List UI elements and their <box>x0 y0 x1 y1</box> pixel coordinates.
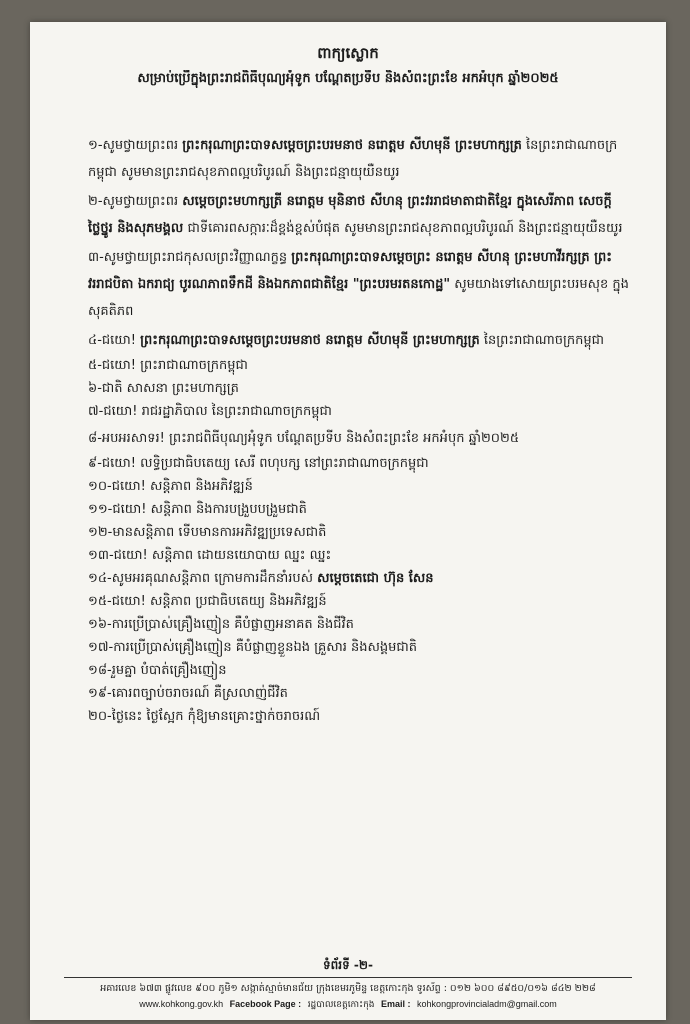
slogan-item <box>88 327 632 354</box>
slogan-item <box>88 684 632 703</box>
slogan-text: ១៥-ជយោ! សន្តិភាព ប្រជាធិបតេយ្យ និងអភិវឌ្ឍន៍ <box>88 594 327 609</box>
footer-facebook-label: Facebook Page : <box>229 999 302 1009</box>
slogan-item <box>88 546 632 565</box>
slogan-item <box>88 132 632 186</box>
slogan-text: នៃព្រះរាជាណាចក្រកម្ពុជា សូមមានព្រះរាជសុខភាពល្អបរិបូរណ៍ និងព្រះជន្មាយុយឺនយូរ <box>88 138 618 180</box>
slogan-text: ១៨-រួមគ្នា បំបាត់គ្រឿងញៀន <box>88 663 227 678</box>
slogan-emphasis: ព្រះករុណាព្រះបាទសម្តេចព្រះបរមនាថ នរោត្តម សីហមុនី ព្រះមហាក្សត្រ <box>140 333 480 348</box>
slogan-text: ១៦-ការប្រើប្រាស់គ្រឿងញៀន គឺបំផ្លាញអនាគត និងជីវិត <box>88 617 354 632</box>
slogan-item <box>88 638 632 657</box>
slogan-item <box>88 356 632 375</box>
slogan-list <box>88 132 632 730</box>
slogan-text: ៣-សូមថ្វាយព្រះរាជកុសលព្រះវិញ្ញាណក្ខន្ធ <box>88 250 292 265</box>
slogan-emphasis: សម្តេចព្រះមហាក្សត្រី នរោត្តម មុនិនាថ សីហនុ ព្រះវររាជមាតាជាតិខ្មែរ ក្នុងសេរីភាព សេចក្តីថ្លៃថ្នូរ និងសុភមង្គល <box>88 194 612 236</box>
slogan-item <box>88 500 632 519</box>
slogan-text: ១១-ជយោ! សន្តិភាព និងការបង្រួបបង្រួមជាតិ <box>88 502 307 517</box>
footer-website[interactable]: www.kohkong.gov.kh <box>139 999 224 1009</box>
slogan-text: នៃព្រះរាជាណាចក្រកម្ពុជា <box>479 333 604 348</box>
slogan-item <box>88 477 632 496</box>
slogan-text: ២-សូមថ្វាយព្រះពរ <box>88 194 183 209</box>
footer-divider <box>64 977 632 978</box>
slogan-text: ៨-អបអរសាទរ! ព្រះរាជពិធីបុណ្យអុំទូក បណ្តែតប្រទីប និងសំពះព្រះខែ អកអំបុក ឆ្នាំ២០២៥ <box>88 431 520 446</box>
slogan-text: ៦-ជាតិ សាសនា ព្រះមហាក្សត្រ <box>88 381 239 396</box>
slogan-item <box>88 402 632 421</box>
slogan-text: ១-សូមថ្វាយព្រះពរ <box>88 138 183 153</box>
slogan-emphasis: ព្រះករុណាព្រះបាទសម្តេចព្រះ នរោត្តម សីហនុ ព្រះមហាវីរក្សត្រ ព្រះវររាជបិតា ឯករាជ្យ បូរណភាពទឹកដី និងឯកភាពជាតិខ្មែរ "ព្រះបរមរតនកោដ្ឋ" <box>88 250 612 292</box>
slogan-text: ៥-ជយោ! ព្រះរាជាណាចក្រកម្ពុជា <box>88 358 248 373</box>
slogan-item <box>88 569 632 588</box>
slogan-text: ១០-ជយោ! សន្តិភាព និងអភិវឌ្ឍន៍ <box>88 479 253 494</box>
footer-address: អគារលេខ ៦៧៣ ផ្លូវលេខ ៩០០ ភូមិ១ សង្កាត់ស្មាច់មានជ័យ ក្រុងខេមរភូមិន្ទ ខេត្តកោះកុង ទូរស័ព្ទ : ០១២ ៦០០ ៨៩៥០/០១៦ ៨៤២ ២២៨ <box>100 983 596 994</box>
slogan-item <box>88 188 632 242</box>
slogan-item <box>88 661 632 680</box>
footer-email-value[interactable]: kohkongprovincialadm@gmail.com <box>417 999 557 1009</box>
slogan-text: ១៣-ជយោ! សន្តិភាព ដោយនយោបាយ ឈ្នះ ឈ្នះ <box>88 548 332 563</box>
slogan-item <box>88 379 632 398</box>
slogan-item <box>88 592 632 611</box>
footer-contacts <box>50 998 646 1010</box>
slogan-item <box>88 615 632 634</box>
slogan-text: ១៧-ការប្រើប្រាស់គ្រឿងញៀន គឺបំផ្លាញខ្លួនឯង គ្រួសារ និងសង្គមជាតិ <box>88 640 418 655</box>
slogan-item <box>88 523 632 542</box>
slogan-item <box>88 707 632 726</box>
slogan-text: ៩-ជយោ! លទ្ធិប្រជាធិបតេយ្យ សេរី ពហុបក្ស នៅព្រះរាជាណាចក្រកម្ពុជា <box>88 456 429 471</box>
slogan-text: ៤-ជយោ! <box>88 333 141 348</box>
slogan-item <box>88 454 632 473</box>
footer-email-label: Email : <box>381 999 411 1009</box>
slogan-text: សូមយាងទៅសោយព្រះបរមសុខ ក្នុងសុគតិភព <box>88 277 629 319</box>
slogan-text: ៧-ជយោ! រាជរដ្ឋាភិបាល នៃព្រះរាជាណាចក្រកម្ពុជា <box>88 404 332 419</box>
slogan-text: ជាទីគោរពសក្ការៈដ៏ខ្ពង់ខ្ពស់បំផុត សូមមានព្រះរាជសុខភាពល្អបរិបូរណ៍ និងព្រះជន្មាយុយឺនយូរ <box>183 221 623 236</box>
document-page <box>30 22 666 1020</box>
slogan-text: ១២-មានសន្តិភាព ទើបមានការអភិវឌ្ឍប្រទេសជាតិ <box>88 525 327 540</box>
document-title: ពាក្យស្លោក <box>317 44 379 62</box>
slogan-text: ២០-ថ្ងៃនេះ ថ្ងៃស្អែក កុំឱ្យមានគ្រោះថ្នាក់ចរាចរណ៍ <box>88 709 321 724</box>
slogan-text: ១៤-សូមអរគុណសន្តិភាព ក្រោមការដឹកនាំរបស់ <box>88 571 318 586</box>
document-subtitle: សម្រាប់ប្រើក្នុងព្រះរាជពិធីបុណ្យអុំទូក បណ្តែតប្រទីប និងសំពះព្រះខែ អកអំបុក ឆ្នាំ២០២៥ <box>137 71 559 86</box>
slogan-item <box>88 244 632 325</box>
slogan-text: ១៩-គោរពច្បាប់ចរាចរណ៍ គឺស្រលាញ់ជីវិត <box>88 686 288 701</box>
slogan-emphasis: សម្តេចតេជោ ហ៊ុន សែន <box>317 571 434 586</box>
page-number: ទំព័រទី -២- <box>323 958 373 972</box>
footer-facebook-value[interactable]: រដ្ឋបាលខេត្តកោះកុង <box>307 999 375 1009</box>
slogan-item <box>88 425 632 452</box>
slogan-emphasis: ព្រះករុណាព្រះបាទសម្តេចព្រះបរមនាថ នរោត្តម សីហមុនី ព្រះមហាក្សត្រ <box>182 138 522 153</box>
